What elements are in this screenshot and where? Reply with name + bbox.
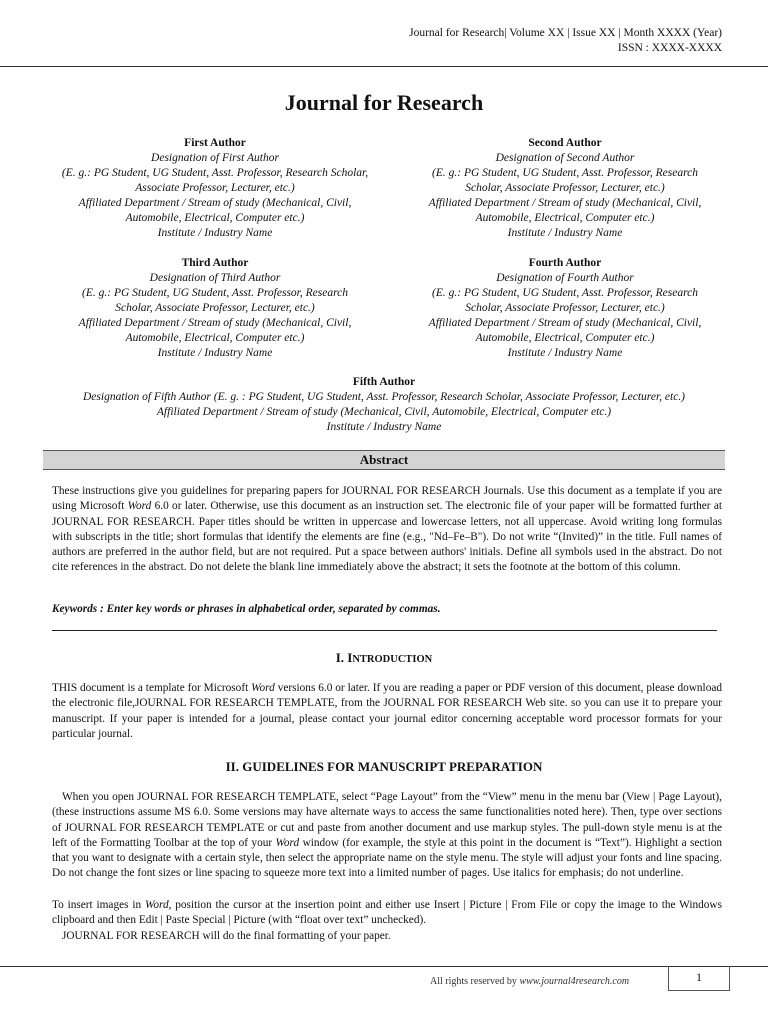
author-designation: Designation of Fifth Author (E. g. : PG Student, UG Student, Asst. Professor, Research Scholar, Associate Professor, Lecturer, etc.) bbox=[83, 391, 685, 403]
issn-line: ISSN : XXXX-XXXX bbox=[617, 42, 722, 54]
section-1-rest: NTRODUCTION bbox=[352, 654, 433, 665]
author-designation: Designation of First Author bbox=[151, 152, 279, 164]
author-dept-line1: Affiliated Department / Stream of study (Mechanical, Civil, bbox=[428, 317, 702, 329]
author-institute: Institute / Industry Name bbox=[157, 227, 273, 239]
author-dept-line2: Automobile, Electrical, Computer etc.) bbox=[125, 212, 305, 224]
section-1-number: I. bbox=[335, 650, 348, 665]
footer-rule bbox=[0, 966, 768, 967]
journal-issue-line: Journal for Research| Volume XX | Issue XX | Month XXXX (Year) bbox=[409, 27, 722, 39]
section-2-para-1 bbox=[52, 790, 722, 882]
abstract-text-part1: These instructions give you guidelines for preparing papers for JOURNAL FOR RESEARCH Journals. Use this document as a template if you are using Microsoft bbox=[52, 485, 722, 513]
section-2-part1: When you open JOURNAL FOR RESEARCH TEMPLATE, select “Page Layout” from the “View” menu in the menu bar (View | Page Layout), (these instructions assume MS 6.0. Some versions may have alternate ways to access the same functionalities noted here). Then, type over sections of JOURNAL FOR RESEARCH TEMPLATE or cut and paste from another document and use markup styles. The pull-down style menu is at the left of the Formatting Toolbar at the top of your bbox=[52, 791, 722, 849]
section-2-part2: window (for example, the style at this point in the document is “Text”). Highlight a section that you want to designate with a certain style, then select the appropriate name on the style menu. The style will adjust your fonts and line spacing. Do not change the font sizes or line spacing to squeeze more text into a limited number of pages. Use italics for emphasis; do not underline. bbox=[52, 836, 722, 880]
author-block-5 bbox=[30, 375, 738, 435]
abstract-heading: Abstract bbox=[43, 450, 725, 470]
abstract-divider bbox=[52, 630, 717, 631]
rights-text: All rights reserved by bbox=[430, 976, 520, 987]
author-dept-line1: Affiliated Department / Stream of study (Mechanical, Civil, Automobile, Electrical, Computer etc.) bbox=[156, 406, 612, 418]
author-designation: Designation of Fourth Author bbox=[496, 272, 634, 284]
author-dept-line1: Affiliated Department / Stream of study (Mechanical, Civil, bbox=[428, 197, 702, 209]
abstract-text-part2: 6.0 or later. Otherwise, use this document as an instruction set. The electronic file of your paper will be formatted further at JOURNAL FOR RESEARCH. Paper titles should be written in uppercase and lowercase letters, not all uppercase. Avoid writing long formulas with subscripts in the title; short formulas that identify the elements are fine (e.g., "Nd–Fe–B"). Do not write “(Invited)” in the title. Full names of authors are preferred in the author field, but are not required. Put a space between authors' initials. Define all symbols used in the abstract. Do not cite references in the abstract. Do not delete the blank line immediately above the abstract; it sets the footnote at the bottom of this column. bbox=[52, 500, 722, 574]
author-eg-line1: (E. g.: PG Student, UG Student, Asst. Professor, Research bbox=[432, 287, 698, 299]
author-dept-line2: Automobile, Electrical, Computer etc.) bbox=[475, 212, 655, 224]
section-1-part1: THIS document is a template for Microsoft bbox=[52, 682, 252, 694]
author-dept-line1: Affiliated Department / Stream of study (Mechanical, Civil, bbox=[78, 197, 352, 209]
footer-rights bbox=[430, 976, 629, 987]
word-italic: Word bbox=[275, 836, 300, 849]
author-name: Fifth Author bbox=[352, 376, 416, 388]
page-number: 1 bbox=[668, 966, 730, 991]
section-1-text bbox=[52, 681, 722, 742]
author-eg-line2: Scholar, Associate Professor, Lecturer, etc.) bbox=[465, 302, 665, 314]
author-eg-line2: Scholar, Associate Professor, Lecturer, etc.) bbox=[465, 182, 665, 194]
word-italic: Word bbox=[127, 500, 152, 513]
running-header bbox=[409, 26, 722, 56]
author-dept-line2: Automobile, Electrical, Computer etc.) bbox=[475, 332, 655, 344]
author-block-4 bbox=[395, 256, 735, 361]
section-1-initial: I bbox=[347, 650, 353, 665]
author-institute: Institute / Industry Name bbox=[507, 227, 623, 239]
author-block-3 bbox=[45, 256, 385, 361]
author-designation: Designation of Second Author bbox=[495, 152, 635, 164]
keywords-line: Keywords : Enter key words or phrases in alphabetical order, separated by commas. bbox=[52, 603, 441, 615]
author-designation: Designation of Third Author bbox=[149, 272, 281, 284]
section-2-heading: II. GUIDELINES FOR MANUSCRIPT PREPARATION bbox=[225, 759, 543, 774]
author-block-2 bbox=[395, 136, 735, 241]
section-1-part2: versions 6.0 or later. If you are reading a paper or PDF version of this document, please download the electronic file,JOURNAL FOR RESEARCH TEMPLATE, from the JOURNAL FOR RESEARCH Web site. so you can use it to prepare your manuscript. If your paper is intended for a journal, please contact your journal editor concerning acceptable word processor formats for your particular journal. bbox=[52, 682, 722, 740]
paper-title: Journal for Research bbox=[284, 90, 484, 115]
word-italic: Word bbox=[251, 682, 275, 694]
word-italic: Word bbox=[144, 899, 169, 911]
author-eg-line1: (E. g.: PG Student, UG Student, Asst. Professor, Research bbox=[82, 287, 348, 299]
section-1-heading bbox=[0, 650, 768, 666]
author-name: Third Author bbox=[181, 257, 249, 269]
abstract-text bbox=[52, 484, 722, 576]
author-block-1 bbox=[45, 136, 385, 241]
section-2-part4: , position the cursor at the insertion point and either use Insert | Picture | From File or copy the image to the Windows clipboard and then Edit | Paste Special | Picture (with “float over text” unchecked). bbox=[52, 899, 722, 927]
author-institute: Institute / Industry Name bbox=[326, 421, 442, 433]
author-eg-line1: (E. g.: PG Student, UG Student, Asst. Professor, Research Scholar, bbox=[61, 167, 369, 179]
author-name: Second Author bbox=[528, 137, 602, 149]
author-eg-line2: Scholar, Associate Professor, Lecturer, etc.) bbox=[115, 302, 315, 314]
author-eg-line2: Associate Professor, Lecturer, etc.) bbox=[135, 182, 295, 194]
author-name: Fourth Author bbox=[528, 257, 602, 269]
header-rule bbox=[0, 66, 768, 67]
section-2-para-2 bbox=[52, 898, 722, 929]
author-dept-line1: Affiliated Department / Stream of study (Mechanical, Civil, bbox=[78, 317, 352, 329]
section-2-part3: To insert images in bbox=[52, 899, 145, 911]
author-institute: Institute / Industry Name bbox=[157, 347, 273, 359]
author-dept-line2: Automobile, Electrical, Computer etc.) bbox=[125, 332, 305, 344]
section-2-para-3: JOURNAL FOR RESEARCH will do the final formatting of your paper. bbox=[62, 930, 391, 942]
footer-url: www.journal4research.com bbox=[519, 976, 630, 987]
author-name: First Author bbox=[184, 137, 246, 149]
author-institute: Institute / Industry Name bbox=[507, 347, 623, 359]
author-eg-line1: (E. g.: PG Student, UG Student, Asst. Professor, Research bbox=[432, 167, 698, 179]
